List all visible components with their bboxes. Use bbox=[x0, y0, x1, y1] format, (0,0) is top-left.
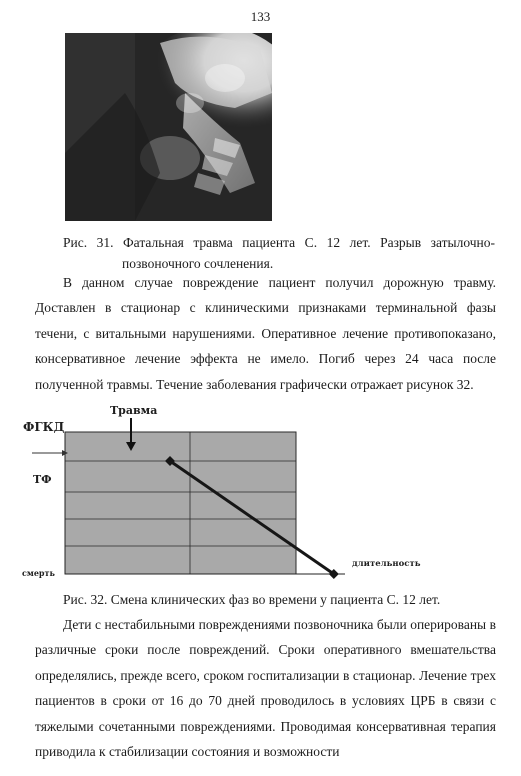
figure-31-caption-line1: Рис. 31. Фатальная травма пациента С. 12 лет. Разрыв затылочно- bbox=[63, 235, 495, 250]
page-number: 133 bbox=[250, 9, 271, 24]
trauma-annotation: Травма bbox=[110, 405, 158, 417]
y-axis-label: ФГКД bbox=[23, 420, 65, 434]
figure-32 bbox=[0, 405, 521, 585]
paragraph-1-text: В данном случае повреждение пациент получил дорожную травму. Доставлен в стационар с клиническими признаками терминальной фазы течени, с витальными нарушениями. Оперативное лечение противопоказано, консервативное лечение эффекта не имело. Погиб через 24 часа после полученной травмы. Течение заболевания графически отражает рисунок 32. bbox=[35, 275, 496, 392]
phase-chart bbox=[0, 405, 521, 585]
paragraph-1 bbox=[35, 270, 496, 397]
x-axis-label: длительность bbox=[352, 559, 421, 569]
figure-31-caption-line2: позвоночного сочленения. bbox=[122, 256, 274, 271]
paragraph-2-text: Дети с нестабильными повреждениями позвоночника были оперированы в различные сроки после повреждений. Сроки оперативного вмешательства определялись, прежде всего, сроком госпитализации в стационар. Лечение трех пациентов в сроки от 16 до 70 дней проводилось в условиях ЦРБ в связи с тяжелыми сочетанными повреждениями. Проводимая консервативная терапия приводила к стабилизации состояния и возможности bbox=[35, 617, 496, 760]
xray-image bbox=[65, 33, 272, 221]
figure-32-caption: Рис. 32. Смена клинических фаз во времени у пациента С. 12 лет. bbox=[63, 592, 441, 607]
xray-picture bbox=[65, 33, 272, 221]
plot-area bbox=[65, 432, 296, 574]
y-tick-label-death: смерть bbox=[22, 568, 55, 578]
paragraph-2 bbox=[35, 612, 496, 764]
y-tick-label-tf: ТФ bbox=[33, 473, 52, 486]
figure-31-caption bbox=[63, 232, 495, 274]
